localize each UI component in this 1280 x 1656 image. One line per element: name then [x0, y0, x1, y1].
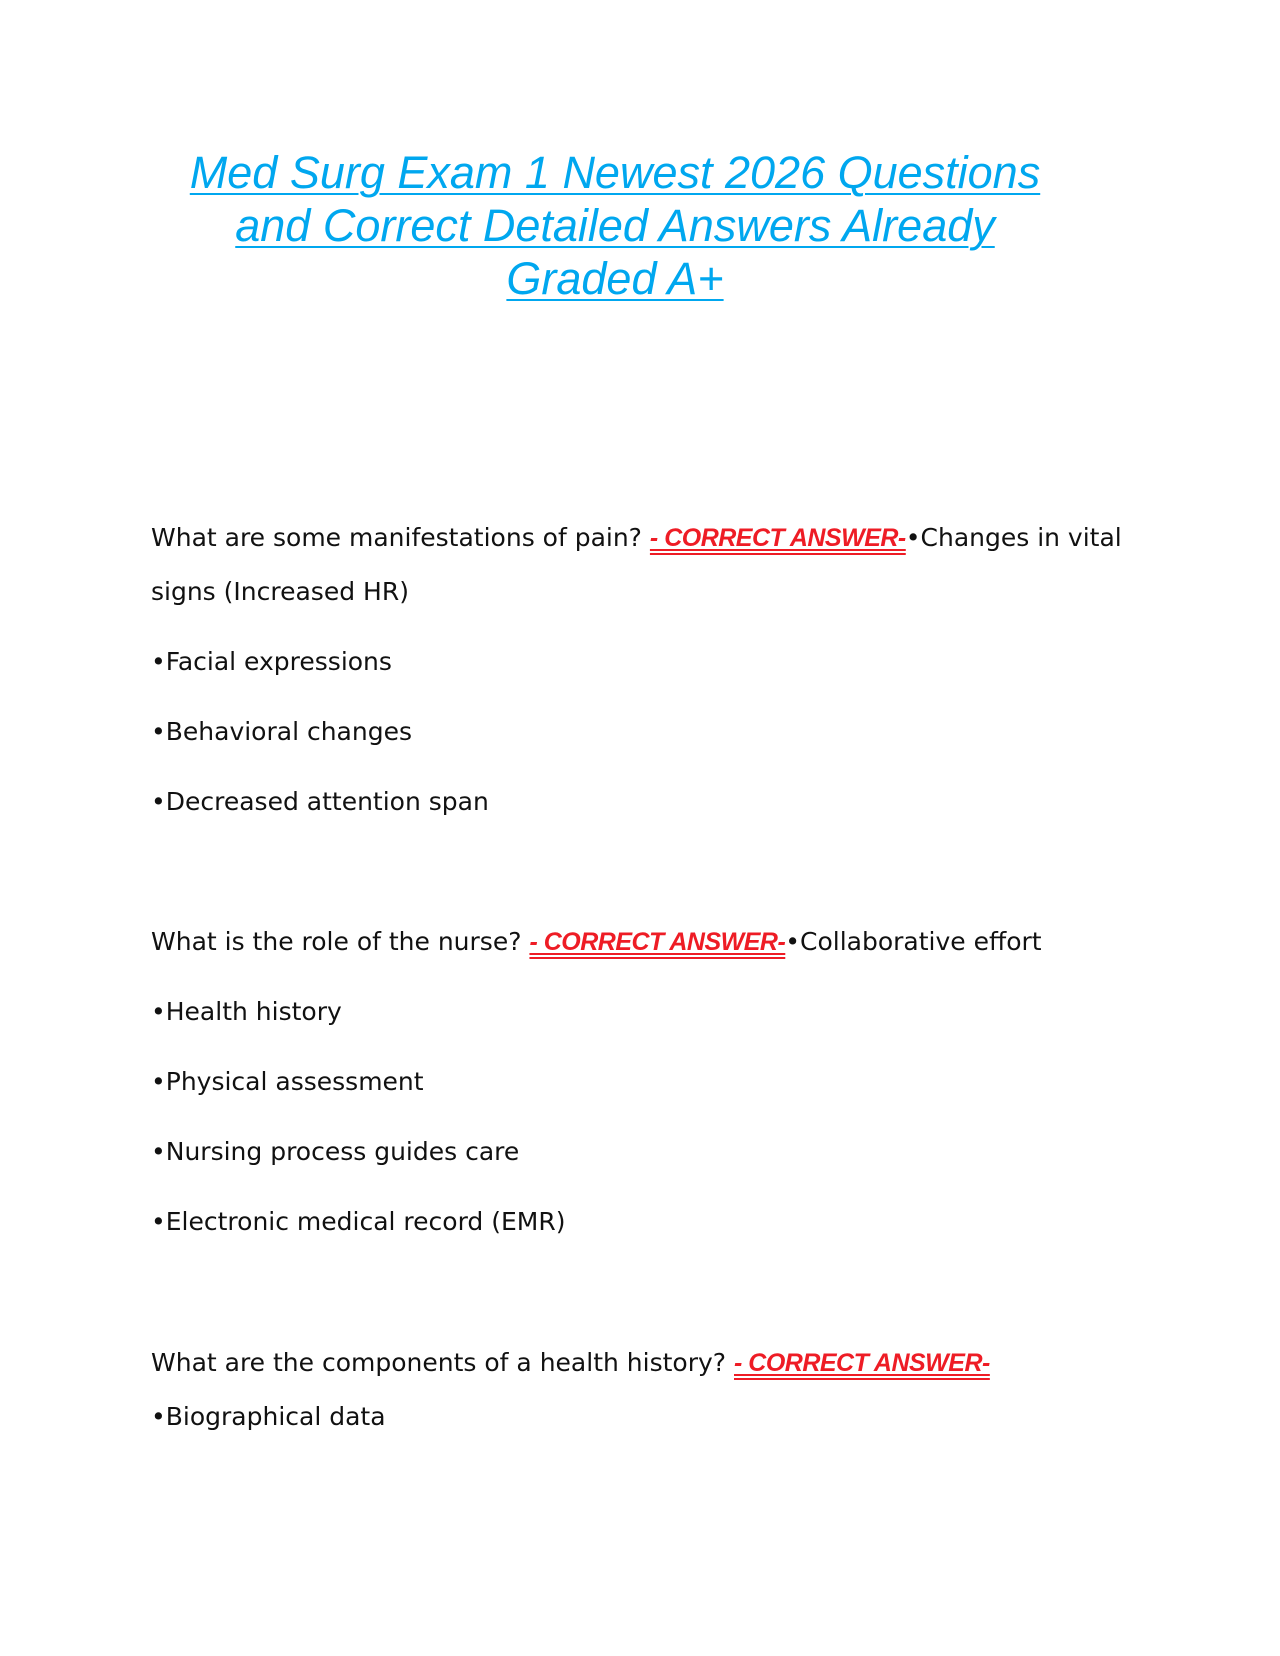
question-text: What is the role of the nurse? — [151, 927, 522, 956]
correct-answer-marker: - CORRECT ANSWER- — [649, 524, 906, 552]
document-title — [150, 146, 1080, 305]
answer-text: •Collaborative effort — [785, 927, 1042, 956]
correct-answer-marker: - CORRECT ANSWER- — [734, 1349, 990, 1377]
question-line — [151, 927, 1042, 957]
answer-bullet: •Biographical data — [151, 1402, 386, 1431]
title-line-2: and Correct Detailed Answers Already — [235, 200, 995, 251]
question-text: What are some manifestations of pain? — [151, 523, 642, 552]
answer-bullet: •Behavioral changes — [151, 717, 412, 746]
answer-bullet: •Electronic medical record (EMR) — [151, 1207, 566, 1236]
correct-answer-marker: - CORRECT ANSWER- — [529, 928, 786, 956]
answer-continuation: signs (Increased HR) — [151, 577, 409, 606]
question-text: What are the components of a health history? — [151, 1348, 727, 1377]
answer-text: •Changes in vital — [905, 523, 1122, 552]
answer-bullet: •Decreased attention span — [151, 787, 489, 816]
question-line — [151, 1348, 990, 1378]
title-line-3: Graded A+ — [506, 253, 724, 304]
answer-bullet: •Health history — [151, 997, 342, 1026]
title-line-1: Med Surg Exam 1 Newest 2026 Questions — [189, 147, 1041, 198]
answer-bullet: •Nursing process guides care — [151, 1137, 520, 1166]
answer-bullet: •Facial expressions — [151, 647, 392, 676]
question-line — [151, 523, 1122, 553]
answer-bullet: •Physical assessment — [151, 1067, 424, 1096]
